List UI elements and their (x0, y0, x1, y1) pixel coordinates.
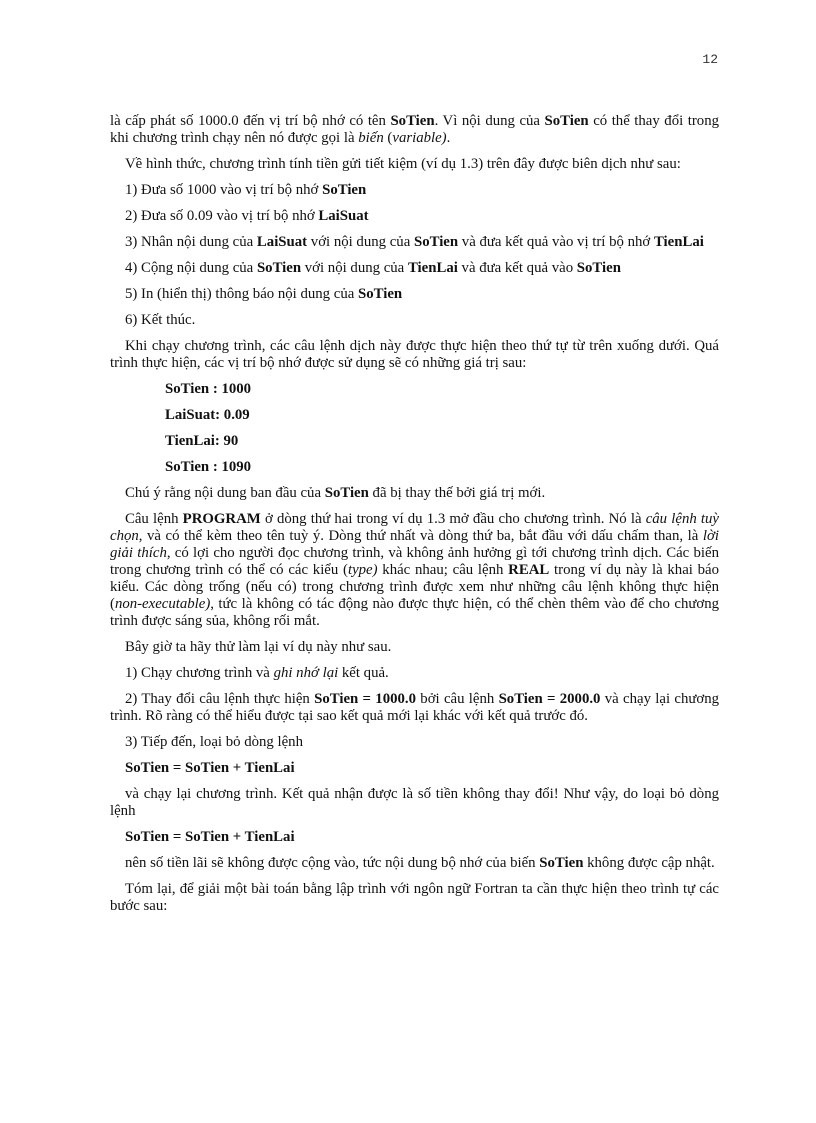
exercise-step-2 (110, 691, 719, 725)
keyword-tienlai: TienLai (653, 234, 704, 250)
step-2 (110, 208, 719, 225)
text-span: , có lợi cho người đọc chương trình, và không ảnh hưởng gì tới chương trình dịch. Các biến trong chương trình có thể có các kiểu ( (110, 545, 719, 578)
keyword-sotien: SoTien (256, 260, 302, 276)
italic-term: lời giải thích (110, 528, 719, 561)
keyword-sotien: SoTien (390, 113, 435, 129)
text-span: nên số tiền lãi sẽ không được cộng vào, tức nội dung bộ nhớ của biến (125, 855, 540, 871)
text-span: . (446, 130, 451, 146)
text-span: trong ví dụ này là khai báo kiểu. Các dòng trống (nếu có) trong chương trình được xem như những câu lệnh không thực hiện ( (110, 562, 720, 612)
step-3 (110, 234, 719, 251)
paragraph-program-statement (110, 511, 719, 630)
paragraph-try-again: Bây giờ ta hãy thử làm lại ví dụ này như sau. (125, 639, 392, 655)
step-4 (110, 260, 719, 277)
keyword-sotien: SoTien (539, 855, 584, 871)
italic-term: type) (347, 562, 378, 578)
text-span: có thể thay đổi trong khi chương trình chạy nên nó được gọi là (110, 113, 719, 146)
text-span: 1) Đưa số 1000 vào vị trí bộ nhớ (125, 182, 323, 198)
keyword-sotien: SoTien (324, 485, 369, 501)
keyword-sotien: SoTien (544, 113, 589, 129)
code-line: SoTien = SoTien + TienLai (125, 829, 295, 845)
keyword-laisuat: LaiSuat (318, 208, 369, 224)
keyword-sotien: SoTien (413, 234, 459, 250)
text-span: bởi câu lệnh (416, 691, 499, 707)
memory-value: SoTien : 1000 (165, 381, 252, 397)
text-span: 5) In (hiển thị) thông báo nội dung của (125, 286, 359, 302)
paragraph-compilation-intro: Về hình thức, chương trình tính tiền gửi tiết kiệm (ví dụ 1.3) trên đây được biên dịch như sau: (125, 156, 681, 172)
text-span: . Vì nội dung của (434, 113, 545, 129)
text-span: ở dòng thứ hai trong ví dụ 1.3 mở đầu cho chương trình. Nó là (260, 511, 646, 527)
keyword-sotien: SoTien (576, 260, 621, 276)
text-span: ( (383, 130, 393, 146)
keyword-sotien: SoTien (322, 182, 367, 198)
text-span: với nội dung của (307, 234, 414, 250)
text-span: 1) Chạy chương trình và (125, 665, 274, 681)
text-span: 2) Đưa số 0.09 vào vị trí bộ nhớ (125, 208, 319, 224)
paragraph-summary: Tóm lại, để giải một bài toán bằng lập trình với ngôn ngữ Fortran ta cần thực hiện theo trình tự các bước sau: (110, 881, 719, 914)
memory-value: TienLai: 90 (165, 433, 239, 449)
keyword-real: REAL (508, 562, 550, 578)
italic-term: câu lệnh tuỳ chọn (110, 511, 719, 544)
memory-value: SoTien : 1090 (165, 459, 252, 475)
text-span: Câu lệnh (125, 511, 183, 527)
paragraph-execution-order: Khi chạy chương trình, các câu lệnh dịch này được thực hiện theo thứ tự từ trên xuống dưới. Quá trình thực hiện, các vị trí bộ nhớ được sử dụng sẽ có những giá trị sau: (110, 338, 719, 371)
step-6: 6) Kết thúc. (125, 312, 196, 328)
text-span: với nội dung của (301, 260, 408, 276)
keyword-tienlai: TienLai (407, 260, 458, 276)
exercise-step-3: 3) Tiếp đến, loại bỏ dòng lệnh (125, 734, 303, 750)
text-span: kết quả. (338, 665, 389, 681)
document-body (110, 113, 719, 924)
text-span: và chạy lại chương trình. Rõ ràng có thể hiểu được tại sao kết quả mới lại khác với kết quả trước đó. (110, 691, 719, 724)
page-number: 12 (702, 52, 718, 67)
italic-term: non-executable) (114, 596, 211, 612)
code-inline: SoTien = 2000.0 (498, 691, 601, 707)
step-5 (110, 286, 719, 303)
text-span: , tức là không có tác động nào được thực hiện, có thể chèn thêm vào để cho chương trình được sáng sủa, không rối mắt. (110, 596, 719, 629)
step-1 (110, 182, 719, 199)
italic-term: biến (358, 130, 384, 146)
text-span: là cấp phát số 1000.0 đến vị trí bộ nhớ có tên (110, 113, 391, 129)
italic-term: variable) (392, 130, 447, 146)
text-span: , và có thể kèm theo tên tuỳ ý. Dòng thứ nhất và dòng thứ ba, bắt đầu với dấu chấm than, là (138, 528, 703, 544)
code-inline: SoTien = 1000.0 (314, 691, 416, 707)
text-span: Chú ý rằng nội dung ban đầu của (125, 485, 325, 501)
text-span: khác nhau; câu lệnh (377, 562, 509, 578)
keyword-program: PROGRAM (182, 511, 261, 527)
memory-value: LaiSuat: 0.09 (165, 407, 250, 423)
paragraph-not-updated (110, 855, 719, 872)
keyword-sotien: SoTien (358, 286, 403, 302)
text-span: 4) Cộng nội dung của (125, 260, 257, 276)
text-span: và đưa kết quả vào (457, 260, 577, 276)
paragraph-variable-definition (110, 113, 719, 147)
text-span: không được cập nhật. (583, 855, 715, 871)
italic-term: ghi nhớ lại (273, 665, 339, 681)
text-span: 2) Thay đổi câu lệnh thực hiện (125, 691, 315, 707)
exercise-step-1 (110, 665, 719, 682)
code-line: SoTien = SoTien + TienLai (125, 760, 295, 776)
text-span: 3) Nhân nội dung của (125, 234, 257, 250)
text-span: đã bị thay thế bởi giá trị mới. (368, 485, 546, 501)
keyword-laisuat: LaiSuat (256, 234, 308, 250)
paragraph-note-replaced (110, 485, 719, 502)
text-span: và đưa kết quả vào vị trí bộ nhớ (458, 234, 654, 250)
paragraph-rerun: và chạy lại chương trình. Kết quả nhận được là số tiền không thay đổi! Như vậy, do loại bỏ dòng lệnh (110, 786, 719, 819)
